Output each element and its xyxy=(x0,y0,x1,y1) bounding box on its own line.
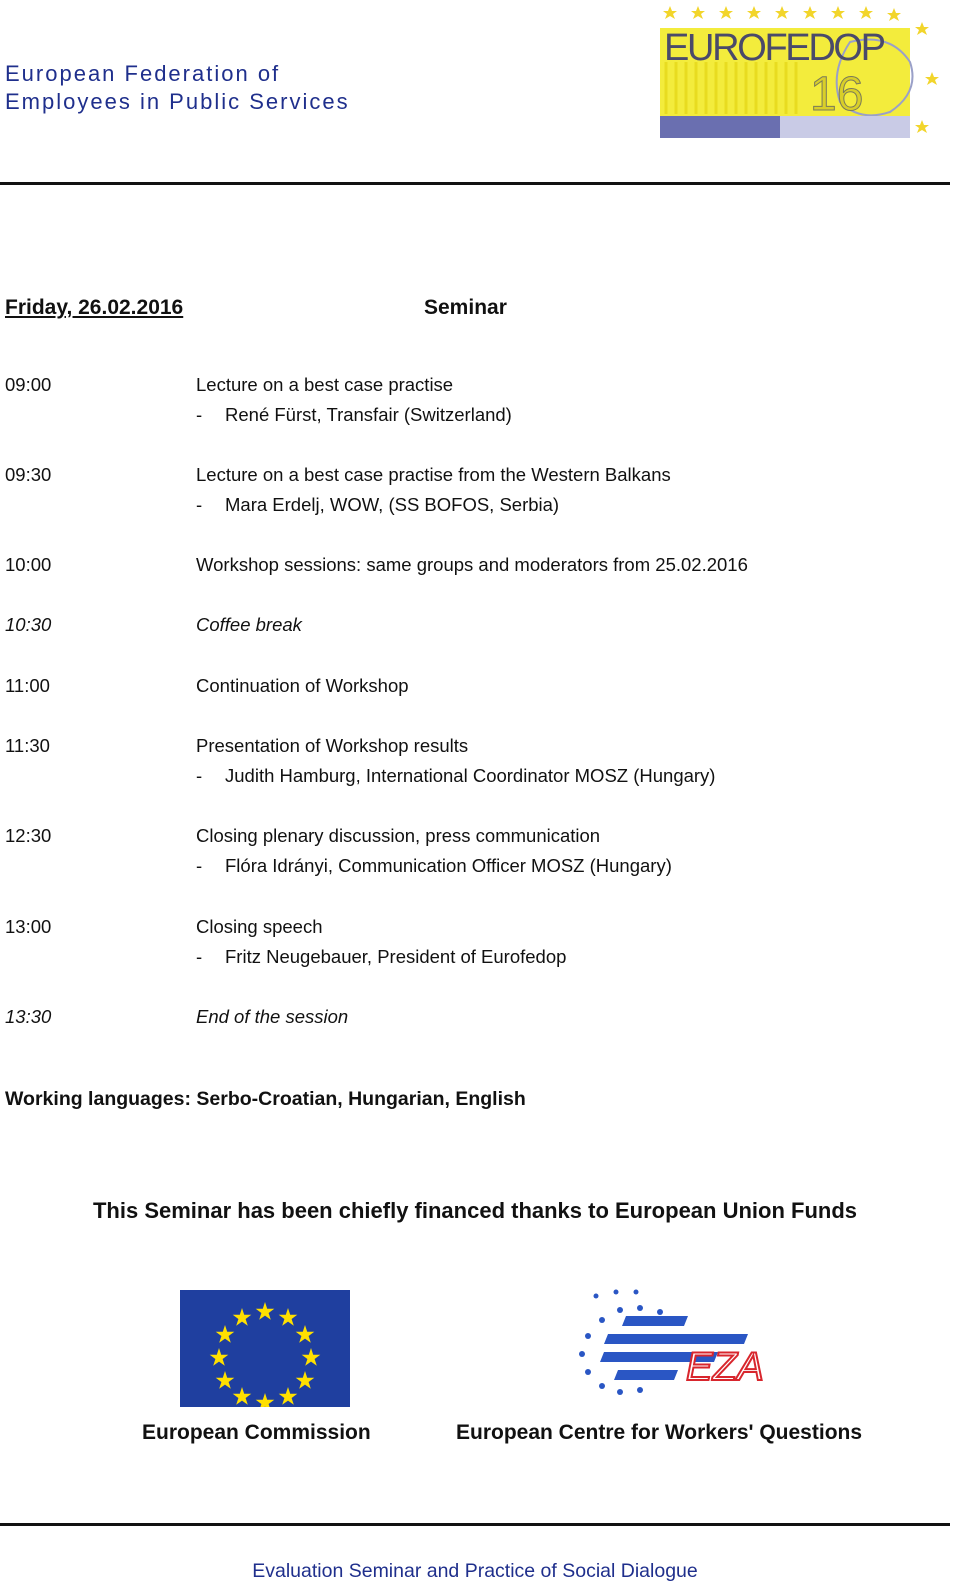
dash: - xyxy=(196,855,203,876)
item-time: 11:30 xyxy=(5,735,50,756)
item-time: 13:30 xyxy=(5,1006,52,1027)
item-text: Lecture on a best case practise from the Western Balkans xyxy=(196,464,671,485)
org-name-line1: European Federation of xyxy=(5,61,281,86)
item-text: Closing speech xyxy=(196,916,323,937)
item-time: 09:30 xyxy=(5,464,52,485)
item-time: 13:00 xyxy=(5,916,52,937)
eza-caption: European Centre for Workers' Questions xyxy=(456,1421,863,1444)
dash: - xyxy=(196,946,203,967)
item-speaker xyxy=(196,400,512,430)
item-text: End of the session xyxy=(196,1006,349,1027)
item-text: Closing plenary discussion, press communication xyxy=(196,825,601,846)
item-time: 09:00 xyxy=(5,374,52,395)
item-time: 10:00 xyxy=(5,554,52,575)
speaker-text: Fritz Neugebauer, President of Eurofedop xyxy=(225,946,567,967)
dash: - xyxy=(196,765,203,786)
organization-name xyxy=(5,60,350,116)
item-speaker xyxy=(196,851,672,881)
program-date: Friday, 26.02.2016 xyxy=(5,296,184,319)
org-name-line2: Employees in Public Services xyxy=(5,89,350,114)
program-title: Seminar xyxy=(424,296,507,319)
speaker-text: René Fürst, Transfair (Switzerland) xyxy=(225,404,512,425)
item-time: 11:00 xyxy=(5,675,50,696)
item-time: 10:30 xyxy=(5,614,52,635)
funding-statement: This Seminar has been chiefly financed thanks to European Union Funds xyxy=(92,1198,858,1223)
item-text: Continuation of Workshop xyxy=(196,675,409,696)
dash: - xyxy=(196,404,203,425)
logo-number: 16 xyxy=(810,68,864,121)
working-languages: Working languages: Serbo-Croatian, Hungarian, English xyxy=(5,1088,526,1110)
item-speaker xyxy=(196,942,566,972)
eu-flag-logo xyxy=(180,1290,350,1407)
footer-text: Evaluation Seminar and Practice of Social Dialogue xyxy=(252,1560,698,1582)
eza-logo-text: EZA xyxy=(686,1345,764,1389)
item-speaker xyxy=(196,490,559,520)
footer-divider xyxy=(0,1523,950,1526)
eurofedop-logo xyxy=(660,2,942,142)
item-text: Presentation of Workshop results xyxy=(196,735,469,756)
item-text: Lecture on a best case practise xyxy=(196,374,454,395)
logo-text: EUROFEDOP xyxy=(664,27,886,69)
header-divider xyxy=(0,182,950,185)
item-text: Workshop sessions: same groups and moderators from 25.02.2016 xyxy=(196,554,748,575)
item-time: 12:30 xyxy=(5,825,52,846)
speaker-text: Flóra Idrányi, Communication Officer MOSZ (Hungary) xyxy=(225,855,672,876)
speaker-text: Judith Hamburg, International Coordinator MOSZ (Hungary) xyxy=(225,765,716,786)
item-text: Coffee break xyxy=(196,614,302,635)
eza-logo xyxy=(568,1288,768,1398)
speaker-text: Mara Erdelj, WOW, (SS BOFOS, Serbia) xyxy=(225,494,560,515)
item-speaker xyxy=(196,761,715,791)
dash: - xyxy=(196,494,203,515)
eu-caption: European Commission xyxy=(142,1421,371,1444)
